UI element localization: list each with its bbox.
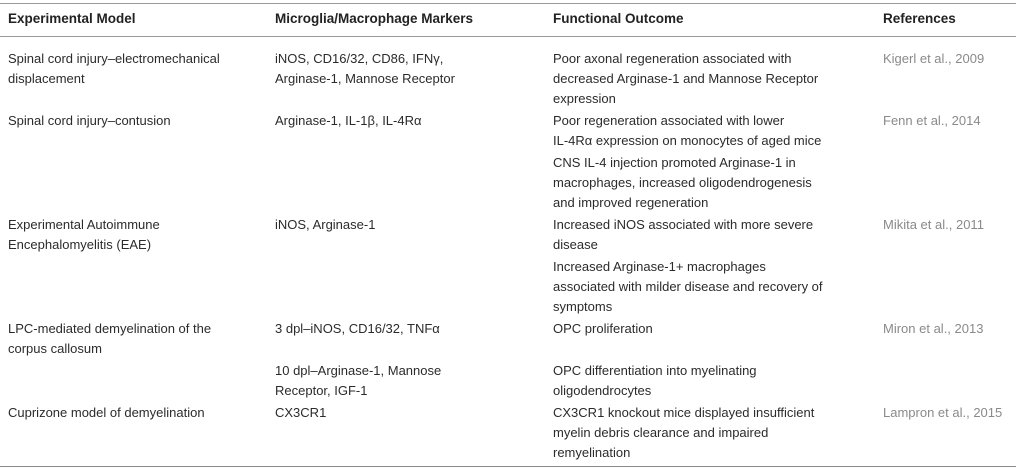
- row-4-markers-2: 10 dpl–Arginase-1, Mannose Receptor, IGF-1: [275, 363, 442, 398]
- row-2-markers: Arginase-1, IL-1β, IL-4Rα: [275, 113, 422, 128]
- row-4-outcome-1: OPC proliferation: [553, 321, 653, 336]
- row-1-outcome: Poor axonal regeneration associated with decreased Arginase-1 and Mannose Receptor expression: [553, 51, 819, 106]
- row-3-markers: iNOS, Arginase-1: [275, 217, 376, 232]
- header-functional-outcome: Functional Outcome: [553, 11, 684, 26]
- row-5-model: Cuprizone model of demyelination: [8, 405, 205, 420]
- row-4-outcome-2: OPC differentiation into myelinating oligodendrocytes: [553, 363, 757, 398]
- header-experimental-model: Experimental Model: [8, 11, 136, 26]
- row-5-reference: Lampron et al., 2015: [883, 405, 1003, 420]
- top-rule: [0, 3, 1016, 4]
- row-4-model: LPC-mediated demyelination of the corpus callosum: [8, 321, 212, 356]
- row-1-markers: iNOS, CD16/32, CD86, IFNγ, Arginase-1, Mannose Receptor: [275, 51, 455, 86]
- bottom-rule: [0, 466, 1016, 467]
- row-2-outcome-2: CNS IL-4 injection promoted Arginase-1 in macrophages, increased oligodendrogenesis and improved regeneration: [553, 155, 812, 210]
- row-3-outcome-2: Increased Arginase-1+ macrophages associated with milder disease and recovery of symptoms: [553, 259, 823, 314]
- row-1-reference: Kigerl et al., 2009: [883, 51, 985, 66]
- row-3-outcome-1: Increased iNOS associated with more severe disease: [553, 217, 814, 252]
- row-2-model: Spinal cord injury–contusion: [8, 113, 171, 128]
- header-rule: [0, 36, 1016, 37]
- row-4-markers-1: 3 dpl–iNOS, CD16/32, TNFα: [275, 321, 440, 336]
- row-2-reference: Fenn et al., 2014: [883, 113, 981, 128]
- header-references: References: [883, 11, 956, 26]
- row-5-outcome: CX3CR1 knockout mice displayed insufficient myelin debris clearance and impaired remyelination: [553, 405, 815, 460]
- row-2-outcome-1: Poor regeneration associated with lower IL-4Rα expression on monocytes of aged mice: [553, 113, 822, 148]
- row-3-reference: Mikita et al., 2011: [883, 217, 984, 232]
- row-1-model: Spinal cord injury–electromechanical displacement: [8, 51, 220, 86]
- row-3-model: Experimental Autoimmune Encephalomyelitis (EAE): [8, 217, 160, 252]
- header-markers: Microglia/Macrophage Markers: [275, 11, 474, 26]
- row-5-markers: CX3CR1: [275, 405, 327, 420]
- row-4-reference: Miron et al., 2013: [883, 321, 984, 336]
